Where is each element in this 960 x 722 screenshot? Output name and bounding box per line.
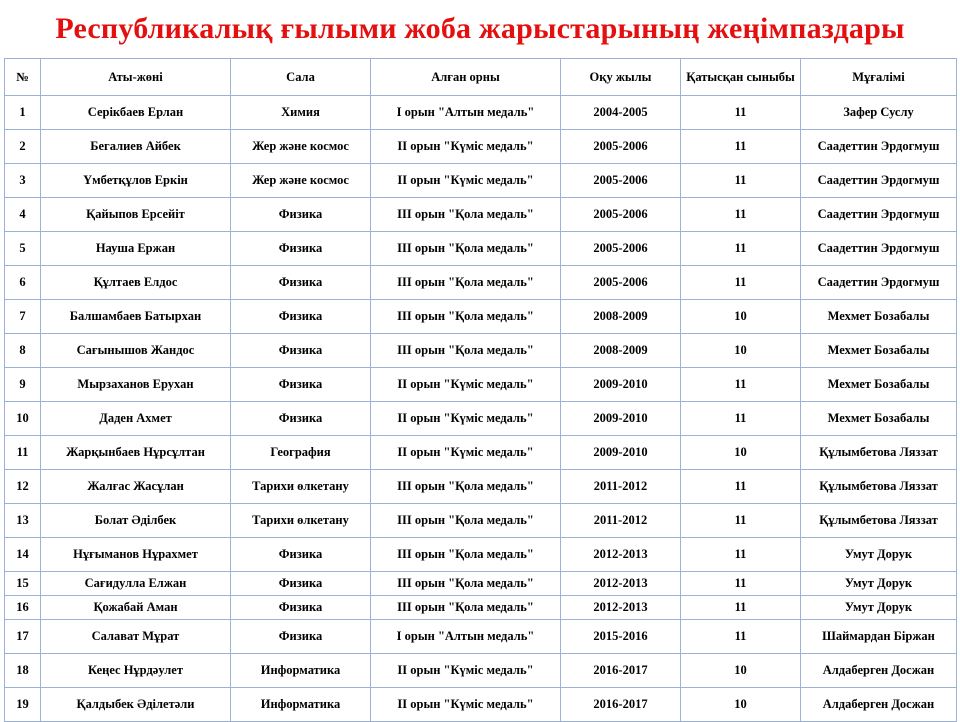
cell-grade: 10 — [681, 688, 801, 722]
cell-place: III орын "Қола медаль" — [371, 232, 561, 266]
cell-year: 2005-2006 — [561, 164, 681, 198]
cell-name: Бегалиев Айбек — [41, 130, 231, 164]
cell-teacher: Саадеттин Эрдогмуш — [801, 198, 957, 232]
cell-grade: 11 — [681, 96, 801, 130]
cell-teacher: Мехмет Бозабалы — [801, 402, 957, 436]
cell-name: Кеңес Нұрдәулет — [41, 654, 231, 688]
header-grade: Қатысқан сыныбы — [681, 59, 801, 96]
table-row — [5, 198, 957, 232]
cell-grade: 11 — [681, 130, 801, 164]
cell-field: География — [231, 436, 371, 470]
cell-field: Физика — [231, 402, 371, 436]
cell-name: Қалдыбек Әділетәли — [41, 688, 231, 722]
cell-number: 3 — [5, 164, 41, 198]
cell-year: 2004-2005 — [561, 96, 681, 130]
cell-year: 2008-2009 — [561, 334, 681, 368]
cell-field: Физика — [231, 232, 371, 266]
cell-field: Физика — [231, 266, 371, 300]
table-row — [5, 130, 957, 164]
cell-field: Физика — [231, 538, 371, 572]
cell-name: Жарқынбаев Нұрсұлтан — [41, 436, 231, 470]
cell-grade: 11 — [681, 470, 801, 504]
cell-number: 6 — [5, 266, 41, 300]
cell-name: Жалғас Жасұлан — [41, 470, 231, 504]
cell-year: 2016-2017 — [561, 688, 681, 722]
cell-grade: 11 — [681, 596, 801, 620]
cell-name: Сағынышов Жандос — [41, 334, 231, 368]
cell-teacher: Мехмет Бозабалы — [801, 368, 957, 402]
cell-year: 2016-2017 — [561, 654, 681, 688]
cell-year: 2005-2006 — [561, 130, 681, 164]
table-row — [5, 402, 957, 436]
cell-number: 4 — [5, 198, 41, 232]
table-row — [5, 470, 957, 504]
cell-place: II орын "Күміс медаль" — [371, 436, 561, 470]
header-name: Аты-жөні — [41, 59, 231, 96]
cell-place: III орын "Қола медаль" — [371, 470, 561, 504]
page-title: Республикалық ғылыми жоба жарыстарының жеңімпаздары — [55, 12, 905, 45]
table-row — [5, 300, 957, 334]
cell-number: 13 — [5, 504, 41, 538]
table-row — [5, 688, 957, 722]
cell-place: III орын "Қола медаль" — [371, 198, 561, 232]
cell-number: 18 — [5, 654, 41, 688]
cell-number: 1 — [5, 96, 41, 130]
cell-name: Даден Ахмет — [41, 402, 231, 436]
cell-place: II орын "Күміс медаль" — [371, 654, 561, 688]
table-row — [5, 620, 957, 654]
cell-place: III орын "Қола медаль" — [371, 334, 561, 368]
cell-name: Салават Мұрат — [41, 620, 231, 654]
cell-teacher: Зафер Суслу — [801, 96, 957, 130]
winners-table — [4, 58, 957, 722]
cell-place: II орын "Күміс медаль" — [371, 164, 561, 198]
cell-name: Қайыпов Ерсейіт — [41, 198, 231, 232]
cell-number: 10 — [5, 402, 41, 436]
cell-field: Физика — [231, 300, 371, 334]
cell-name: Нұғыманов Нұрахмет — [41, 538, 231, 572]
cell-place: III орын "Қола медаль" — [371, 300, 561, 334]
cell-place: III орын "Қола медаль" — [371, 266, 561, 300]
cell-field: Химия — [231, 96, 371, 130]
cell-number: 16 — [5, 596, 41, 620]
cell-teacher: Саадеттин Эрдогмуш — [801, 232, 957, 266]
cell-field: Тарихи өлкетану — [231, 470, 371, 504]
cell-number: 12 — [5, 470, 41, 504]
table-header-row — [5, 59, 957, 96]
cell-year: 2012-2013 — [561, 538, 681, 572]
cell-year: 2009-2010 — [561, 368, 681, 402]
cell-teacher: Саадеттин Эрдогмуш — [801, 164, 957, 198]
cell-grade: 10 — [681, 654, 801, 688]
cell-name: Серікбаев Ерлан — [41, 96, 231, 130]
cell-teacher: Құлымбетова Ляззат — [801, 504, 957, 538]
cell-name: Науша Ержан — [41, 232, 231, 266]
cell-field: Жер және космос — [231, 130, 371, 164]
cell-grade: 10 — [681, 436, 801, 470]
table-row — [5, 654, 957, 688]
cell-teacher: Умут Дорук — [801, 538, 957, 572]
table-row — [5, 572, 957, 596]
cell-teacher: Шаймардан Біржан — [801, 620, 957, 654]
cell-teacher: Умут Дорук — [801, 596, 957, 620]
cell-grade: 11 — [681, 402, 801, 436]
cell-place: II орын "Күміс медаль" — [371, 368, 561, 402]
cell-teacher: Алдаберген Досжан — [801, 654, 957, 688]
cell-year: 2009-2010 — [561, 436, 681, 470]
table-row — [5, 504, 957, 538]
cell-number: 15 — [5, 572, 41, 596]
table-row — [5, 368, 957, 402]
cell-number: 19 — [5, 688, 41, 722]
cell-field: Физика — [231, 572, 371, 596]
cell-teacher: Мехмет Бозабалы — [801, 334, 957, 368]
cell-field: Физика — [231, 334, 371, 368]
cell-year: 2011-2012 — [561, 470, 681, 504]
cell-number: 2 — [5, 130, 41, 164]
cell-year: 2015-2016 — [561, 620, 681, 654]
table-row — [5, 96, 957, 130]
cell-teacher: Саадеттин Эрдогмуш — [801, 130, 957, 164]
cell-name: Қожабай Аман — [41, 596, 231, 620]
cell-teacher: Умут Дорук — [801, 572, 957, 596]
header-place: Алған орны — [371, 59, 561, 96]
cell-number: 5 — [5, 232, 41, 266]
cell-grade: 11 — [681, 232, 801, 266]
cell-field: Тарихи өлкетану — [231, 504, 371, 538]
cell-number: 7 — [5, 300, 41, 334]
cell-number: 17 — [5, 620, 41, 654]
table-row — [5, 334, 957, 368]
cell-grade: 11 — [681, 368, 801, 402]
cell-field: Физика — [231, 620, 371, 654]
cell-name: Болат Әділбек — [41, 504, 231, 538]
cell-grade: 10 — [681, 300, 801, 334]
cell-teacher: Құлымбетова Ляззат — [801, 470, 957, 504]
cell-place: III орын "Қола медаль" — [371, 538, 561, 572]
cell-name: Мырзаханов Ерухан — [41, 368, 231, 402]
cell-year: 2005-2006 — [561, 266, 681, 300]
cell-year: 2008-2009 — [561, 300, 681, 334]
cell-place: III орын "Қола медаль" — [371, 572, 561, 596]
cell-teacher: Құлымбетова Ляззат — [801, 436, 957, 470]
cell-place: III орын "Қола медаль" — [371, 596, 561, 620]
cell-field: Физика — [231, 368, 371, 402]
cell-teacher: Алдаберген Досжан — [801, 688, 957, 722]
table-row — [5, 266, 957, 300]
cell-name: Үмбетқұлов Еркін — [41, 164, 231, 198]
cell-place: I орын "Алтын медаль" — [371, 620, 561, 654]
cell-field: Физика — [231, 596, 371, 620]
cell-grade: 11 — [681, 572, 801, 596]
table-row — [5, 436, 957, 470]
cell-place: II орын "Күміс медаль" — [371, 688, 561, 722]
table-row — [5, 596, 957, 620]
cell-grade: 11 — [681, 266, 801, 300]
cell-grade: 11 — [681, 620, 801, 654]
cell-field: Информатика — [231, 688, 371, 722]
cell-place: II орын "Күміс медаль" — [371, 402, 561, 436]
cell-number: 9 — [5, 368, 41, 402]
cell-grade: 11 — [681, 198, 801, 232]
header-field: Сала — [231, 59, 371, 96]
cell-year: 2005-2006 — [561, 198, 681, 232]
cell-place: II орын "Күміс медаль" — [371, 130, 561, 164]
cell-grade: 11 — [681, 538, 801, 572]
cell-year: 2012-2013 — [561, 572, 681, 596]
header-number: № — [5, 59, 41, 96]
cell-field: Жер және космос — [231, 164, 371, 198]
cell-year: 2011-2012 — [561, 504, 681, 538]
cell-number: 11 — [5, 436, 41, 470]
cell-grade: 11 — [681, 504, 801, 538]
cell-field: Информатика — [231, 654, 371, 688]
cell-year: 2005-2006 — [561, 232, 681, 266]
cell-grade: 11 — [681, 164, 801, 198]
table-row — [5, 232, 957, 266]
table-row — [5, 538, 957, 572]
cell-number: 14 — [5, 538, 41, 572]
cell-year: 2012-2013 — [561, 596, 681, 620]
header-year: Оқу жылы — [561, 59, 681, 96]
cell-place: III орын "Қола медаль" — [371, 504, 561, 538]
cell-place: I орын "Алтын медаль" — [371, 96, 561, 130]
table-row — [5, 164, 957, 198]
header-teacher: Мұғалімі — [801, 59, 957, 96]
cell-name: Балшамбаев Батырхан — [41, 300, 231, 334]
cell-grade: 10 — [681, 334, 801, 368]
cell-teacher: Мехмет Бозабалы — [801, 300, 957, 334]
cell-teacher: Саадеттин Эрдогмуш — [801, 266, 957, 300]
cell-number: 8 — [5, 334, 41, 368]
cell-name: Құлтаев Елдос — [41, 266, 231, 300]
cell-year: 2009-2010 — [561, 402, 681, 436]
cell-field: Физика — [231, 198, 371, 232]
cell-name: Сағидулла Елжан — [41, 572, 231, 596]
